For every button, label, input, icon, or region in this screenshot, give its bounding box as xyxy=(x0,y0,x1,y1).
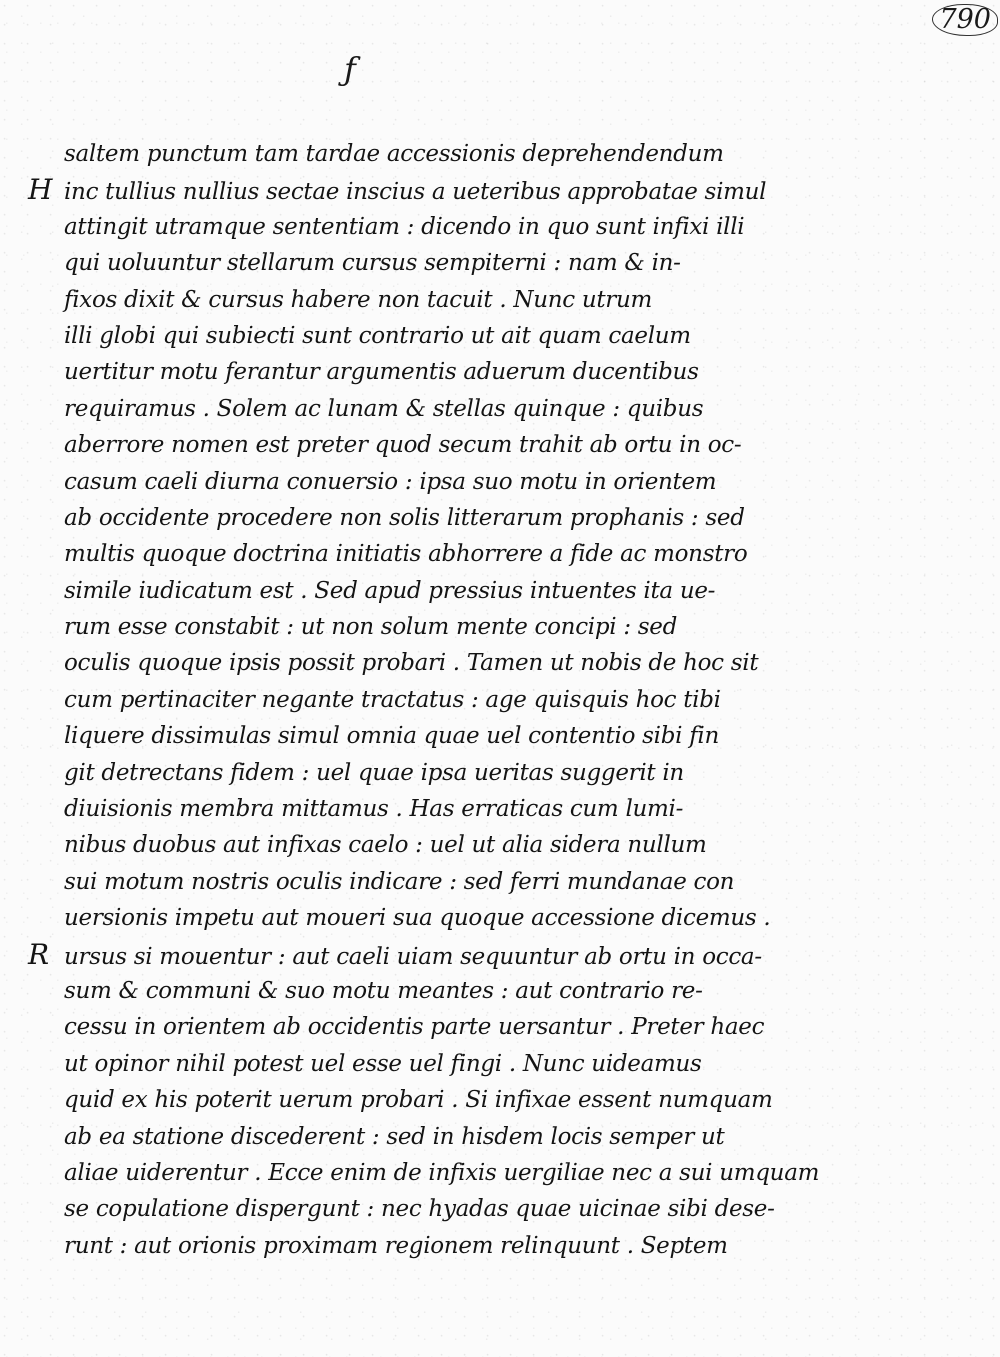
manuscript-line xyxy=(28,682,728,718)
manuscript-line xyxy=(28,1228,728,1264)
manuscript-line xyxy=(28,172,767,208)
line-text: requiramus . Solem ac lunam & stellas quinque : quibus xyxy=(64,395,704,422)
manuscript-line xyxy=(28,245,728,281)
line-text: ab occidente procedere non solis litterarum prophanis : sed xyxy=(64,504,745,531)
line-text: uertitur motu ferantur argumentis aduerum ducentibus xyxy=(64,359,699,386)
manuscript-line xyxy=(28,1155,820,1191)
line-text: sum & communi & suo motu meantes : aut contrario re- xyxy=(64,977,703,1004)
manuscript-line xyxy=(28,318,728,354)
manuscript-line xyxy=(28,1191,775,1227)
manuscript-line xyxy=(28,136,728,172)
manuscript-line xyxy=(28,282,728,318)
manuscript-line xyxy=(28,500,745,536)
manuscript-line xyxy=(28,464,728,500)
line-text: aliae uiderentur . Ecce enim de infixis uergiliae nec a sui umquam xyxy=(64,1159,820,1186)
manuscript-line xyxy=(28,573,728,609)
manuscript-line xyxy=(28,609,728,645)
initial-letter: H xyxy=(28,173,53,207)
line-text: git detrectans fidem : uel quae ipsa ueritas suggerit in xyxy=(64,759,684,786)
line-text: liquere dissimulas simul omnia quae uel contentio sibi fin xyxy=(64,723,719,750)
line-text: sui motum nostris oculis indicare : sed ferri mundanae con xyxy=(64,868,735,895)
manuscript-line xyxy=(28,1046,728,1082)
line-text: ut opinor nihil potest uel esse uel fingi . Nunc uideamus xyxy=(64,1050,702,1077)
manuscript-line xyxy=(28,209,745,245)
manuscript-line xyxy=(28,827,728,863)
manuscript-line xyxy=(28,1119,728,1155)
line-text: cessu in orientem ab occidentis parte uersantur . Preter haec xyxy=(64,1014,765,1041)
line-text: runt : aut orionis proximam regionem relinquunt . Septem xyxy=(64,1232,728,1259)
manuscript-line xyxy=(28,354,728,390)
manuscript-text xyxy=(28,136,820,1264)
manuscript-line xyxy=(28,900,771,936)
folio-number: 790 xyxy=(932,4,998,36)
initial-letter: R xyxy=(28,937,49,971)
manuscript-line xyxy=(28,864,735,900)
manuscript-line xyxy=(28,718,728,754)
manuscript-line xyxy=(28,791,728,827)
line-text: illi globi qui subiecti sunt contrario ut ait quam caelum xyxy=(64,322,691,349)
manuscript-line xyxy=(28,937,762,973)
manuscript-line xyxy=(28,755,728,791)
line-text: cum pertinaciter negante tractatus : age quisquis hoc tibi xyxy=(64,686,721,713)
manuscript-line xyxy=(28,1082,773,1118)
line-text: aberrore nomen est preter quod secum trahit ab ortu in oc- xyxy=(64,432,742,459)
line-text: saltem punctum tam tardae accessionis deprehendendum xyxy=(64,141,724,167)
line-text: inc tullius nullius sectae inscius a ueteribus approbatae simul xyxy=(64,179,767,206)
line-text: multis quoque doctrina initiatis abhorrere a fide ac monstro xyxy=(64,541,748,568)
line-text: quid ex his poterit uerum probari . Si infixae essent numquam xyxy=(64,1087,773,1114)
line-text: qui uoluuntur stellarum cursus sempiterni : nam & in- xyxy=(64,250,681,277)
line-text: attingit utramque sententiam : dicendo in quo sunt infixi illi xyxy=(64,213,745,240)
line-text: nibus duobus aut infixas caelo : uel ut alia sidera nullum xyxy=(64,832,707,859)
line-text: ursus si mouentur : aut caeli uiam sequuntur ab ortu in occa- xyxy=(64,943,762,970)
line-text: casum caeli diurna conuersio : ipsa suo motu in orientem xyxy=(64,468,717,495)
line-text: fixos dixit & cursus habere non tacuit . Nunc utrum xyxy=(64,286,653,313)
manuscript-line xyxy=(28,645,759,681)
manuscript-line xyxy=(28,973,728,1009)
head-mark: ƒ xyxy=(344,50,356,88)
line-text: ab ea statione discederent : sed in hisdem locis semper ut xyxy=(64,1123,725,1150)
manuscript-line xyxy=(28,391,728,427)
line-text: uersionis impetu aut moueri sua quoque accessione dicemus . xyxy=(64,905,771,932)
line-text: rum esse constabit : ut non solum mente concipi : sed xyxy=(64,614,678,641)
line-text: diuisionis membra mittamus . Has erraticas cum lumi- xyxy=(64,796,684,823)
line-text: simile iudicatum est . Sed apud pressius intuentes ita ue- xyxy=(64,577,716,604)
manuscript-line xyxy=(28,427,742,463)
line-text: oculis quoque ipsis possit probari . Tamen ut nobis de hoc sit xyxy=(64,650,759,677)
manuscript-line xyxy=(28,1009,765,1045)
manuscript-line xyxy=(28,536,748,572)
line-text: se copulatione dispergunt : nec hyadas quae uicinae sibi dese- xyxy=(64,1196,775,1223)
